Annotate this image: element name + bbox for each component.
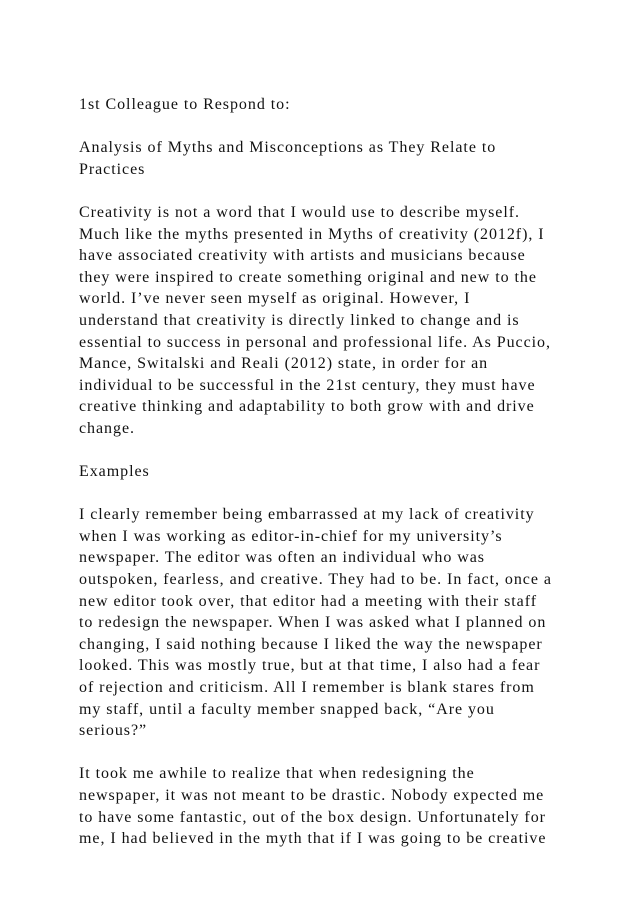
- paragraph-line: outspoken, fearless, and creative. They had to be. In fact, once a: [79, 571, 552, 589]
- paragraph-line: they were inspired to create something original and new to the: [79, 268, 537, 286]
- paragraph-line: newspaper, it was not meant to be drastic. Nobody expected me: [79, 787, 545, 804]
- paragraph-line: of rejection and criticism. All I remember is blank stares from: [79, 679, 535, 697]
- paragraph-line: my staff, until a faculty member snapped back, “Are you: [79, 700, 495, 718]
- paragraph-line: It took me awhile to realize that when redesigning the: [79, 765, 475, 783]
- section-title-line: Analysis of Myths and Misconceptions as They Relate to: [79, 139, 497, 157]
- paragraph-line: changing, I said nothing because I liked the way the newspaper: [79, 635, 543, 653]
- examples-heading-line: Examples: [79, 463, 150, 481]
- paragraph-line: creative thinking and adaptability to both grow with and drive: [79, 398, 535, 416]
- paragraph-line: to redesign the newspaper. When I was asked what I planned on: [79, 614, 547, 632]
- paragraph-line: individual to be successful in the 21st century, they must have: [79, 376, 536, 394]
- paragraph-creativity: [79, 202, 569, 440]
- paragraph-line: me, I had believed in the myth that if I was going to be creative: [79, 830, 547, 848]
- paragraph-line: Mance, Switalski and Reali (2012) state, in order for an: [79, 355, 489, 373]
- colleague-heading: [79, 94, 569, 116]
- section-title: [79, 137, 569, 180]
- paragraph-line: understand that creativity is directly linked to change and is: [79, 311, 520, 329]
- document-body: [79, 94, 569, 871]
- examples-heading: [79, 461, 569, 483]
- heading-line: 1st Colleague to Respond to:: [79, 96, 291, 113]
- paragraph-line: essential to success in personal and professional life. As Puccio,: [79, 333, 551, 351]
- paragraph-line: have associated creativity with artists and musicians because: [79, 247, 526, 265]
- paragraph-line: to have some fantastic, out of the box design. Unfortunately for: [79, 808, 546, 826]
- section-title-line: Practices: [79, 160, 146, 178]
- paragraph-redesign: [79, 763, 569, 849]
- paragraph-line: Creativity is not a word that I would use to describe myself.: [79, 203, 520, 221]
- paragraph-line: new editor took over, that editor had a meeting with their staff: [79, 592, 537, 610]
- paragraph-embarrassed: [79, 504, 569, 742]
- paragraph-line: when I was working as editor-in-chief for my university’s: [79, 527, 503, 545]
- paragraph-line: change.: [79, 419, 135, 437]
- paragraph-line: Much like the myths presented in Myths of creativity (2012f), I: [79, 225, 545, 243]
- paragraph-line: I clearly remember being embarrassed at my lack of creativity: [79, 506, 535, 524]
- paragraph-line: serious?”: [79, 722, 148, 740]
- paragraph-line: newspaper. The editor was often an individual who was: [79, 549, 485, 567]
- paragraph-line: world. I’ve never seen myself as original. However, I: [79, 290, 471, 308]
- paragraph-line: looked. This was mostly true, but at that time, I also had a fear: [79, 657, 541, 675]
